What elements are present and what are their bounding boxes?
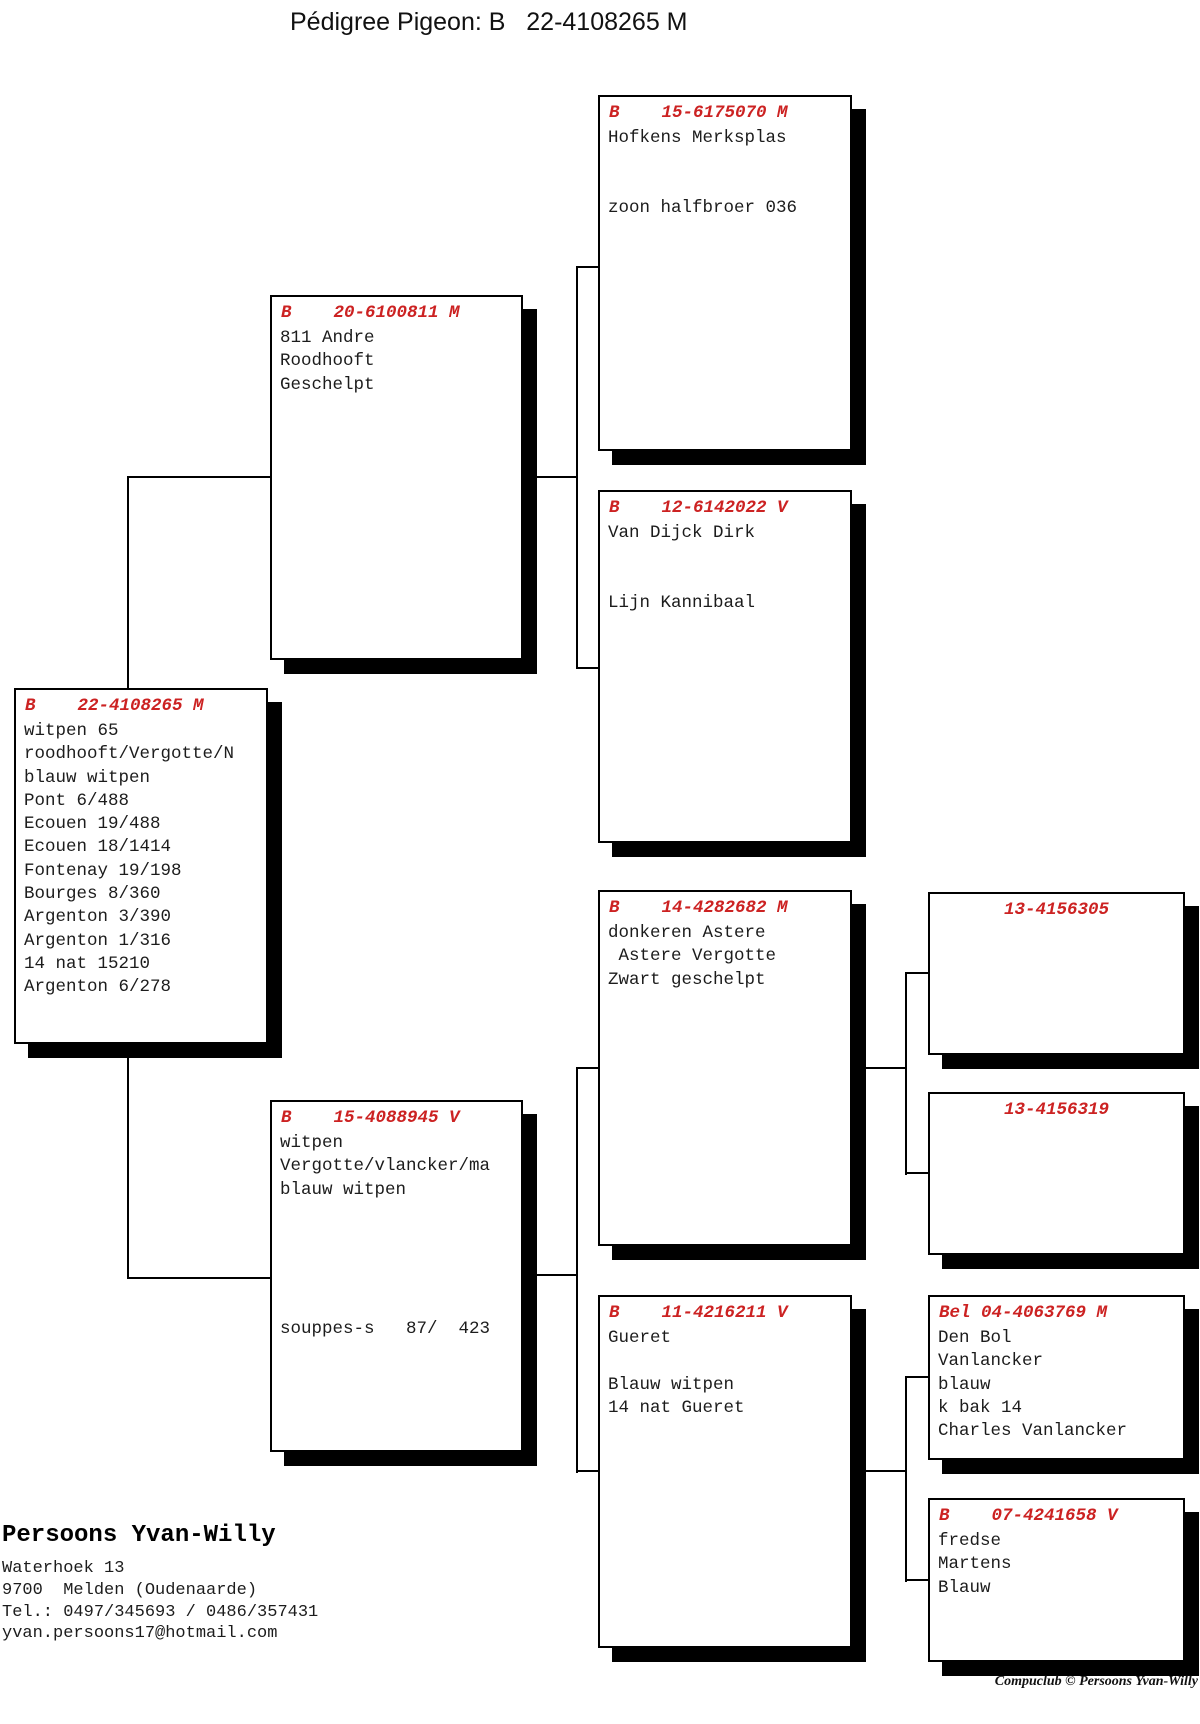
text-line: Waterhoek 13 bbox=[2, 1559, 125, 1578]
text-line bbox=[280, 1272, 519, 1295]
text-line: Bourges 8/360 bbox=[24, 884, 161, 905]
text-line: Tel.: 0497/345693 / 0486/357431 bbox=[2, 1602, 319, 1622]
text-line: Astere Vergotte bbox=[608, 946, 777, 967]
text-line: souppes-s 87/ 423 bbox=[280, 1319, 491, 1340]
text-line: 14 nat 15210 bbox=[24, 953, 151, 974]
text-line bbox=[280, 1202, 519, 1225]
text-line: donkeren Astere bbox=[608, 923, 766, 943]
text-line: Blauw bbox=[938, 1577, 991, 1598]
text-line: Argenton 6/278 bbox=[24, 977, 172, 998]
pedigree-box-body bbox=[608, 522, 848, 615]
text-line bbox=[608, 569, 848, 592]
connector-line bbox=[521, 1274, 578, 1276]
connector-line bbox=[576, 1067, 578, 1473]
ring-number: B 12-6142022 V bbox=[609, 498, 788, 518]
text-line bbox=[608, 545, 848, 568]
connector-line bbox=[850, 1470, 907, 1472]
text-line: zoon halfbroer 036 bbox=[608, 197, 798, 218]
text-line: blauw bbox=[938, 1374, 991, 1395]
text-line: Pont 6/488 bbox=[24, 790, 130, 811]
pedigree-box-dam-dam-sire bbox=[928, 1295, 1185, 1460]
text-line: fredse bbox=[938, 1531, 1002, 1551]
text-line: Fontenay 19/198 bbox=[24, 860, 182, 881]
ring-number: B 11-4216211 V bbox=[609, 1303, 788, 1323]
text-line: blauw witpen bbox=[280, 1179, 407, 1200]
ring-number: B 20-6100811 M bbox=[281, 303, 460, 323]
text-line: Vergotte/vlancker/ma bbox=[280, 1156, 491, 1177]
pedigree-box-body bbox=[938, 1327, 1181, 1443]
text-line: 9700 Melden (Oudenaarde) bbox=[2, 1580, 258, 1600]
text-line: Argenton 1/316 bbox=[24, 930, 172, 951]
pedigree-box-dam bbox=[270, 1100, 523, 1452]
connector-line bbox=[576, 266, 578, 669]
text-line: yvan.persoons17@hotmail.com bbox=[2, 1624, 278, 1644]
pedigree-box-body bbox=[608, 127, 848, 220]
pedigree-box-body bbox=[24, 720, 264, 1000]
text-line: Zwart geschelpt bbox=[608, 969, 766, 990]
text-line: Ecouen 19/488 bbox=[24, 814, 161, 835]
text-line: Ecouen 18/1414 bbox=[24, 837, 172, 858]
pedigree-box-sire-sire bbox=[598, 95, 852, 451]
pedigree-box-body bbox=[608, 922, 848, 992]
text-line: Charles Vanlancker bbox=[938, 1421, 1128, 1442]
connector-line bbox=[127, 1277, 272, 1279]
owner-name: Persoons Yvan-Willy bbox=[2, 1522, 276, 1549]
pedigree-box-body bbox=[608, 1327, 848, 1420]
connector-line bbox=[905, 972, 930, 974]
text-line: Roodhooft bbox=[280, 351, 375, 372]
connector-line bbox=[905, 1172, 930, 1174]
pedigree-box-body bbox=[280, 327, 519, 397]
pedigree-box-body bbox=[938, 1530, 1181, 1600]
pedigree-box-dam-sire-dam bbox=[928, 1092, 1185, 1255]
text-line: Lijn Kannibaal bbox=[608, 592, 756, 613]
connector-line bbox=[905, 1376, 930, 1378]
text-line: Blauw witpen bbox=[608, 1374, 735, 1395]
ring-number: B 22-4108265 M bbox=[25, 696, 204, 716]
text-line bbox=[280, 1248, 519, 1271]
text-line: witpen 65 bbox=[24, 721, 119, 741]
ring-number: 13-4156305 bbox=[1003, 900, 1110, 920]
text-line bbox=[280, 1295, 519, 1318]
connector-line bbox=[127, 476, 272, 478]
text-line bbox=[608, 1350, 848, 1373]
pedigree-box-dam-dam bbox=[598, 1295, 852, 1648]
pedigree-box-sire bbox=[270, 295, 523, 660]
connector-line bbox=[521, 476, 578, 478]
ring-number: 13-4156319 bbox=[1003, 1100, 1110, 1120]
pedigree-box-subject bbox=[14, 688, 268, 1044]
text-line: roodhooft/Vergotte/N bbox=[24, 744, 235, 765]
connector-line bbox=[850, 1067, 907, 1069]
ring-number: B 15-6175070 M bbox=[609, 103, 788, 123]
text-line bbox=[280, 1225, 519, 1248]
pedigree-box-dam-sire-sire bbox=[928, 892, 1185, 1055]
text-line: Argenton 3/390 bbox=[24, 907, 172, 928]
owner-address bbox=[2, 1558, 318, 1645]
ring-number: B 07-4241658 V bbox=[939, 1506, 1118, 1526]
pedigree-box-sire-dam bbox=[598, 490, 852, 843]
connector-line bbox=[905, 1579, 930, 1581]
text-line: Martens bbox=[938, 1554, 1012, 1575]
text-line: 14 nat Gueret bbox=[608, 1397, 745, 1418]
ring-number: B 14-4282682 M bbox=[609, 898, 788, 918]
connector-line bbox=[127, 477, 129, 690]
pedigree-box-body bbox=[280, 1132, 519, 1342]
credit-text: Compuclub © Persoons Yvan-Willy bbox=[994, 1674, 1198, 1689]
connector-line bbox=[127, 1042, 129, 1279]
connector-line bbox=[905, 972, 907, 1175]
text-line: Hofkens Merksplas bbox=[608, 128, 787, 148]
connector-line bbox=[576, 1067, 600, 1069]
text-line bbox=[608, 174, 848, 197]
page-title: Pédigree Pigeon: B 22-4108265 M bbox=[290, 8, 688, 36]
text-line: witpen bbox=[280, 1133, 344, 1153]
pedigree-box-dam-sire bbox=[598, 890, 852, 1246]
text-line: Geschelpt bbox=[280, 374, 375, 395]
connector-line bbox=[905, 1376, 907, 1582]
connector-line bbox=[576, 667, 600, 669]
text-line: Den Bol bbox=[938, 1328, 1012, 1348]
text-line: k bak 14 bbox=[938, 1397, 1023, 1418]
text-line: Gueret bbox=[608, 1328, 672, 1348]
text-line bbox=[608, 150, 848, 173]
ring-number: B 15-4088945 V bbox=[281, 1108, 460, 1128]
pedigree-box-dam-dam-dam bbox=[928, 1498, 1185, 1662]
text-line: Van Dijck Dirk bbox=[608, 523, 756, 543]
text-line: blauw witpen bbox=[24, 767, 151, 788]
ring-number: Bel 04-4063769 M bbox=[939, 1303, 1108, 1323]
connector-line bbox=[576, 266, 600, 268]
text-line: Vanlancker bbox=[938, 1351, 1044, 1372]
text-line: 811 Andre bbox=[280, 328, 375, 348]
connector-line bbox=[576, 1470, 600, 1472]
